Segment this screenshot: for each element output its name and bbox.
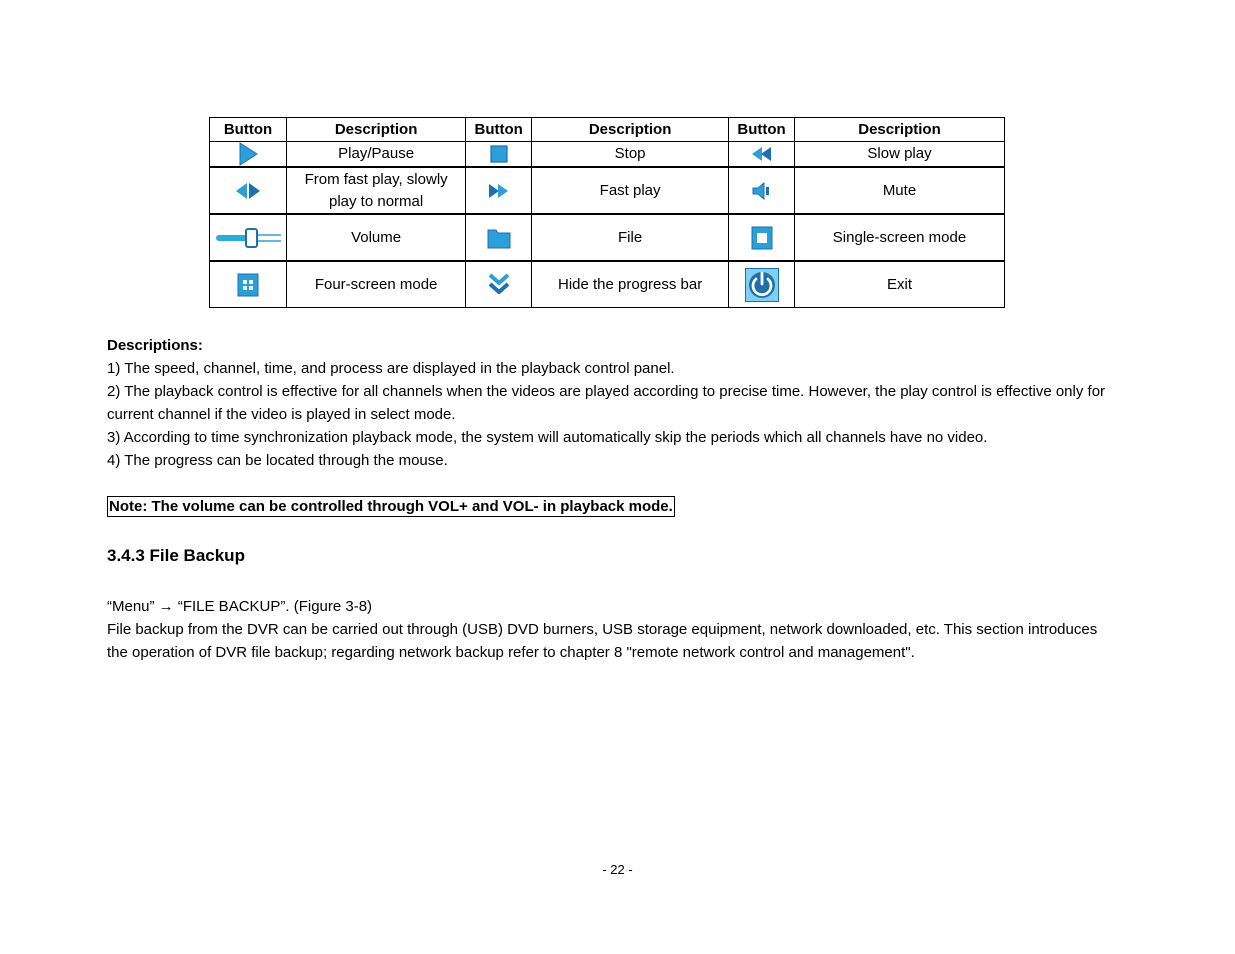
table-header-row xyxy=(210,118,1005,142)
description-cell: Volume xyxy=(287,214,466,261)
icon-cell xyxy=(210,142,287,168)
normal-speed-icon xyxy=(235,182,261,200)
playback-button-table xyxy=(209,117,1005,308)
description-item-3: 3) According to time synchronization playback mode, the system will automatically skip the periods which all channels have no video. xyxy=(107,429,988,446)
descriptions-heading: Descriptions: xyxy=(107,337,203,354)
description-item-4: 4) The progress can be located through the mouse. xyxy=(107,452,448,469)
slow-play-icon xyxy=(751,145,773,163)
column-header: Button xyxy=(210,118,287,142)
description-cell: Single-screen mode xyxy=(795,214,1005,261)
description-item-1: 1) The speed, channel, time, and process are displayed in the playback control panel. xyxy=(107,360,675,377)
icon-cell xyxy=(729,261,795,308)
four-screen-icon xyxy=(237,273,259,297)
description-cell: Mute xyxy=(795,167,1005,214)
stop-icon xyxy=(490,145,508,163)
exit-icon xyxy=(745,268,779,302)
icon-cell xyxy=(466,167,532,214)
backup-paragraph: File backup from the DVR can be carried out through (USB) DVD burners, USB storage equipment, network downloaded, etc. This section introduces the operation of DVR file backup; regarding network backup refer to chapter 8 "remote network control and management". xyxy=(107,621,1098,661)
mute-icon xyxy=(751,181,773,201)
folder-icon xyxy=(487,227,511,249)
description-cell: Four-screen mode xyxy=(287,261,466,308)
description-cell: Stop xyxy=(532,142,729,168)
icon-cell xyxy=(466,214,532,261)
icon-cell xyxy=(466,142,532,168)
icon-cell xyxy=(729,214,795,261)
description-cell: Fast play xyxy=(532,167,729,214)
description-cell: Exit xyxy=(795,261,1005,308)
description-cell: Slow play xyxy=(795,142,1005,168)
description-cell: Hide the progress bar xyxy=(532,261,729,308)
fast-play-icon xyxy=(488,182,510,200)
table-row xyxy=(210,261,1005,308)
description-cell: From fast play, slowly play to normal xyxy=(287,167,466,214)
note-box: Note: The volume can be controlled through VOL+ and VOL- in playback mode. xyxy=(109,498,673,515)
column-header: Button xyxy=(729,118,795,142)
column-header: Description xyxy=(795,118,1005,142)
page-number: - 22 - xyxy=(602,862,633,877)
icon-cell xyxy=(210,261,287,308)
volume-slider-icon xyxy=(214,227,282,249)
single-screen-icon xyxy=(751,226,773,250)
play-icon xyxy=(237,142,259,166)
description-item-2: 2) The playback control is effective for all channels when the videos are played according to precise time. However, the play control is effective only for current channel if the video is played in select mode. xyxy=(107,383,1106,423)
icon-cell xyxy=(729,142,795,168)
column-header: Button xyxy=(466,118,532,142)
hide-progress-icon xyxy=(488,272,510,298)
icon-cell xyxy=(210,214,287,261)
icon-cell xyxy=(466,261,532,308)
description-cell: Play/Pause xyxy=(287,142,466,168)
icon-cell xyxy=(729,167,795,214)
description-cell: File xyxy=(532,214,729,261)
table-row xyxy=(210,214,1005,261)
icon-cell xyxy=(210,167,287,214)
table-row xyxy=(210,142,1005,168)
column-header: Description xyxy=(287,118,466,142)
menu-path-text: “Menu” → “FILE BACKUP”. (Figure 3-8) xyxy=(107,598,373,615)
table-row xyxy=(210,167,1005,214)
column-header: Description xyxy=(532,118,729,142)
section-title: 3.4.3 File Backup xyxy=(107,546,245,565)
